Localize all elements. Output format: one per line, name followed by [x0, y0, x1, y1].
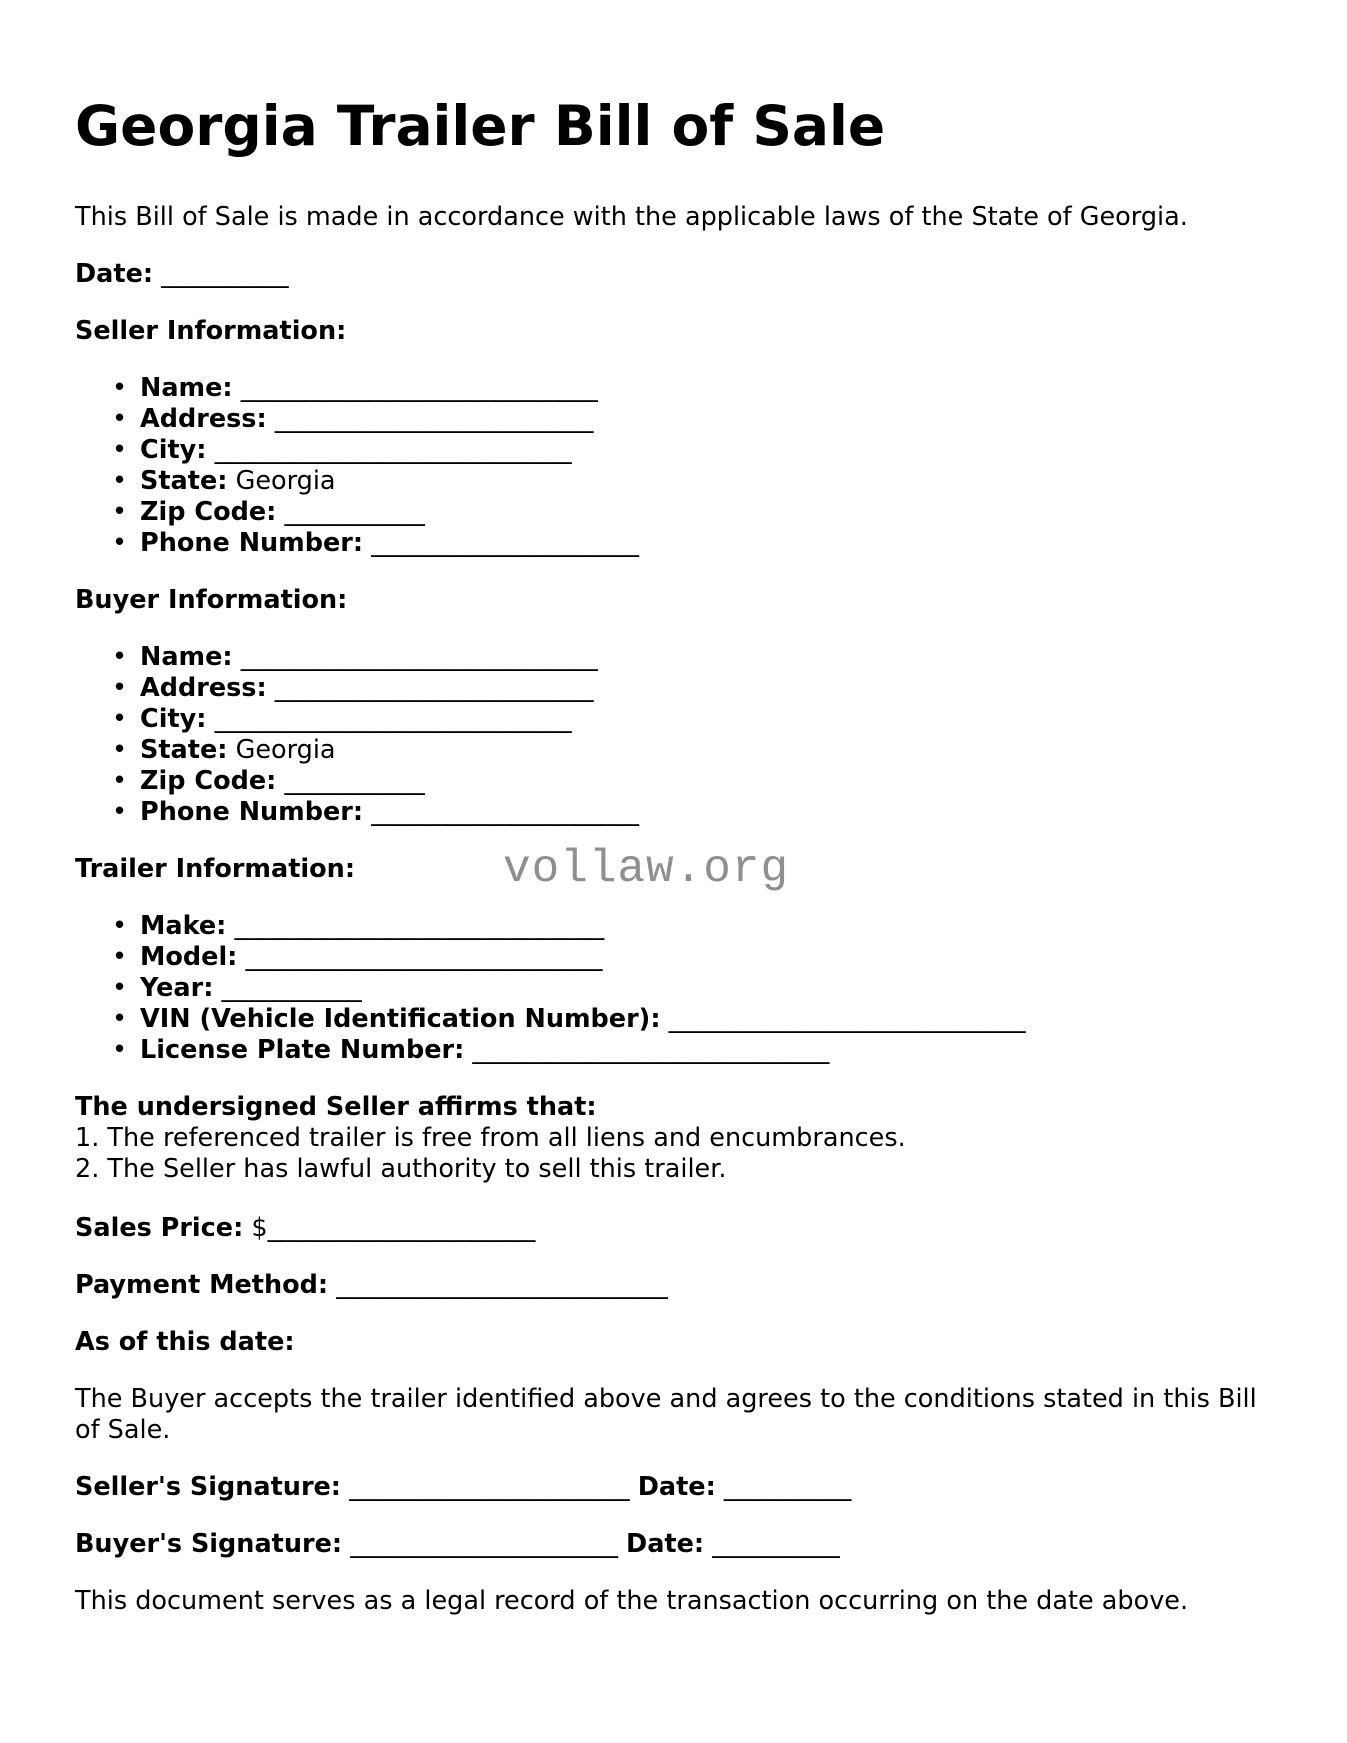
trailer-year-label: Year:: [140, 973, 214, 1003]
seller-signature-date-label: Date:: [637, 1472, 716, 1502]
sales-price-line: [75, 1213, 1275, 1244]
buyer-phone-field[interactable]: _____________________: [371, 797, 639, 827]
trailer-make-label: Make:: [140, 911, 227, 941]
seller-signature-label: Seller's Signature:: [75, 1472, 342, 1502]
seller-zip-label: Zip Code:: [140, 497, 277, 527]
trailer-vin-label: VIN (Vehicle Identification Number):: [140, 1004, 661, 1034]
seller-address-item: [140, 404, 1275, 435]
buyer-phone-item: [140, 797, 1275, 828]
buyer-signature-label: Buyer's Signature:: [75, 1529, 343, 1559]
trailer-year-field[interactable]: ___________: [221, 973, 362, 1003]
affirm-item-2: 2. The Seller has lawful authority to sell this trailer.: [75, 1154, 727, 1184]
buyer-signature-date-label: Date:: [626, 1529, 705, 1559]
buyer-zip-label: Zip Code:: [140, 766, 277, 796]
buyer-zip-field[interactable]: ___________: [284, 766, 425, 796]
buyer-heading: Buyer Information:: [75, 585, 348, 615]
date-line: [75, 259, 1275, 290]
seller-list: [75, 373, 1275, 559]
seller-city-field[interactable]: ____________________________: [214, 435, 572, 465]
buyer-state-label: State:: [140, 735, 228, 765]
seller-state-value: Georgia: [235, 466, 336, 496]
buyer-signature-line: [75, 1529, 1275, 1560]
seller-zip-field[interactable]: ___________: [284, 497, 425, 527]
buyer-name-item: [140, 642, 1275, 673]
buyer-address-field[interactable]: _________________________: [274, 673, 594, 703]
trailer-model-item: [140, 942, 1275, 973]
seller-phone-label: Phone Number:: [140, 528, 364, 558]
seller-name-field[interactable]: ____________________________: [240, 373, 598, 403]
seller-zip-item: [140, 497, 1275, 528]
buyer-city-item: [140, 704, 1275, 735]
acceptance-text: The Buyer accepts the trailer identified above and agrees to the conditions stated in this Bill of Sale.: [75, 1384, 1257, 1445]
sales-price-label: Sales Price:: [75, 1213, 244, 1243]
buyer-list: [75, 642, 1275, 828]
date-label: Date:: [75, 259, 154, 289]
seller-city-label: City:: [140, 435, 207, 465]
seller-state-label: State:: [140, 466, 228, 496]
trailer-plate-item: [140, 1035, 1275, 1066]
buyer-signature-field[interactable]: _____________________: [350, 1529, 618, 1559]
buyer-state-item: [140, 735, 1275, 766]
seller-signature-date-field[interactable]: __________: [723, 1472, 852, 1502]
buyer-zip-item: [140, 766, 1275, 797]
buyer-address-label: Address:: [140, 673, 267, 703]
sales-price-field[interactable]: _____________________: [267, 1213, 536, 1243]
trailer-vin-field[interactable]: ____________________________: [668, 1004, 1026, 1034]
trailer-plate-field[interactable]: ____________________________: [472, 1035, 830, 1065]
seller-heading: Seller Information:: [75, 316, 347, 346]
buyer-phone-label: Phone Number:: [140, 797, 364, 827]
date-field[interactable]: __________: [161, 259, 289, 289]
buyer-signature-date-field[interactable]: __________: [712, 1529, 840, 1559]
seller-signature-line: [75, 1472, 1275, 1503]
intro-text: This Bill of Sale is made in accordance with the applicable laws of the State of Georgia.: [75, 202, 1188, 232]
buyer-city-label: City:: [140, 704, 207, 734]
buyer-name-label: Name:: [140, 642, 233, 672]
trailer-model-label: Model:: [140, 942, 238, 972]
seller-phone-item: [140, 528, 1275, 559]
seller-city-item: [140, 435, 1275, 466]
sales-price-currency: $: [251, 1213, 268, 1243]
trailer-model-field[interactable]: ____________________________: [245, 942, 603, 972]
payment-method-label: Payment Method:: [75, 1270, 329, 1300]
trailer-plate-label: License Plate Number:: [140, 1035, 465, 1065]
closing-text: This document serves as a legal record of the transaction occurring on the date above.: [75, 1586, 1189, 1616]
seller-name-item: [140, 373, 1275, 404]
document-title: Georgia Trailer Bill of Sale: [75, 94, 886, 158]
trailer-list: [75, 911, 1275, 1066]
as-of-heading: As of this date:: [75, 1327, 295, 1357]
buyer-state-value: Georgia: [235, 735, 336, 765]
buyer-city-field[interactable]: ____________________________: [214, 704, 572, 734]
seller-phone-field[interactable]: _____________________: [371, 528, 639, 558]
trailer-make-item: [140, 911, 1275, 942]
watermark: vollaw.org: [503, 843, 790, 895]
seller-state-item: [140, 466, 1275, 497]
payment-method-line: [75, 1270, 1275, 1301]
buyer-address-item: [140, 673, 1275, 704]
affirm-item-1: 1. The referenced trailer is free from all liens and encumbrances.: [75, 1123, 906, 1153]
trailer-vin-item: [140, 1004, 1275, 1035]
seller-address-label: Address:: [140, 404, 267, 434]
trailer-heading: Trailer Information:: [75, 854, 356, 884]
buyer-name-field[interactable]: ____________________________: [240, 642, 598, 672]
seller-signature-field[interactable]: ______________________: [349, 1472, 630, 1502]
seller-address-field[interactable]: _________________________: [274, 404, 594, 434]
trailer-make-field[interactable]: _____________________________: [234, 911, 605, 941]
affirm-heading: The undersigned Seller affirms that:: [75, 1092, 597, 1122]
payment-method-field[interactable]: __________________________: [336, 1270, 668, 1300]
seller-name-label: Name:: [140, 373, 233, 403]
trailer-year-item: [140, 973, 1275, 1004]
